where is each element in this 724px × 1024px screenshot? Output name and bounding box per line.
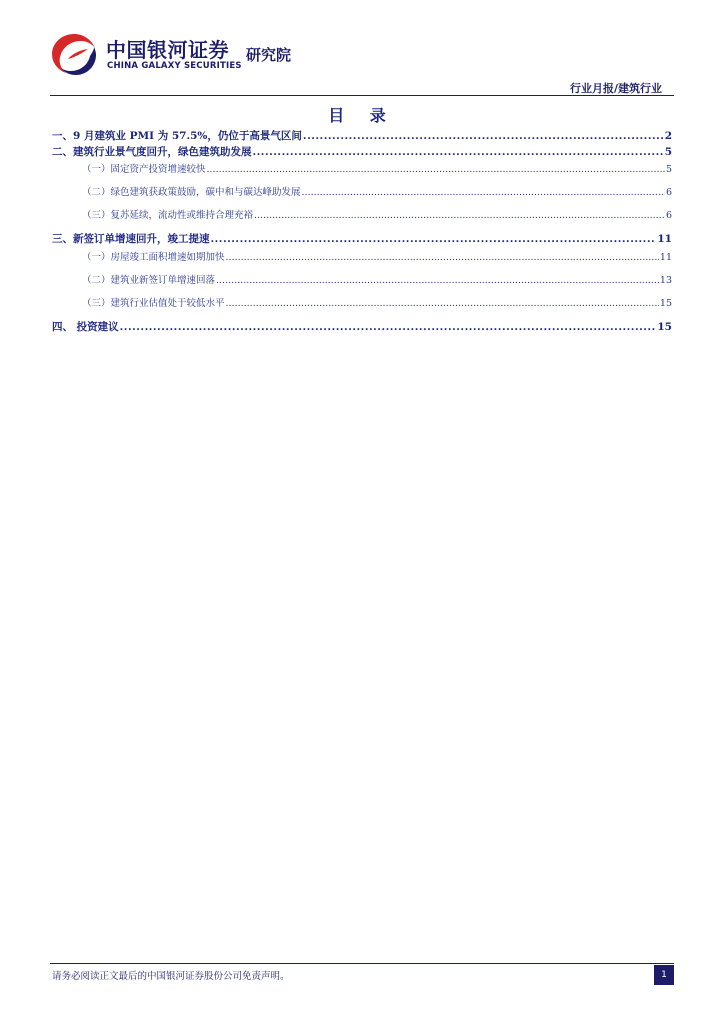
toc-entry-page: 6: [665, 187, 672, 198]
toc-entry-section-2-2[interactable]: [52, 184, 672, 198]
toc-entry-section-3-3[interactable]: [52, 295, 672, 309]
toc-entry-section-3-1[interactable]: [52, 249, 672, 263]
toc-entry-section-2-1[interactable]: [52, 161, 672, 175]
toc-leader-dots: [254, 210, 665, 221]
toc-entry-text: 三、新签订单增速回升，竣工提速: [52, 233, 210, 245]
toc-entry-page: 5: [665, 164, 672, 175]
toc-entry-page: 2: [664, 130, 672, 142]
toc-entry-text: （一）固定资产投资增速较快: [82, 164, 206, 175]
toc-title: 目 录: [328, 106, 396, 125]
toc-leader-dots: [216, 275, 659, 286]
toc-entry-page: 11: [657, 233, 672, 245]
toc-entry-page: 5: [664, 146, 672, 158]
toc-entry-section-1[interactable]: [52, 128, 672, 143]
toc-leader-dots: [226, 298, 659, 309]
toc-entry-text: 一、9 月建筑业 PMI 为 57.5%，仍位于高景气区间: [52, 130, 302, 142]
toc-entry-text: （三）建筑行业估值处于较低水平: [82, 298, 225, 309]
brand-name-english: CHINA GALAXY SECURITIES: [107, 61, 242, 71]
galaxy-logo-icon: [50, 32, 98, 76]
toc-entry-section-3-2[interactable]: [52, 272, 672, 286]
toc-entry-text: （一）房屋竣工面积增速如期加快: [82, 252, 225, 263]
toc-entry-section-3[interactable]: [52, 231, 672, 246]
toc-leader-dots: [303, 130, 664, 142]
toc-entry-page: 6: [665, 210, 672, 221]
toc-entry-section-4[interactable]: [52, 319, 672, 334]
toc-entry-text: 四、 投资建议: [52, 321, 119, 333]
toc-leader-dots: [207, 164, 665, 175]
toc-entry-page: 11: [659, 252, 672, 263]
company-logo: [50, 28, 310, 78]
toc-entry-text: （二）建筑业新签订单增速回落: [82, 275, 216, 286]
toc-leader-dots: [211, 233, 657, 245]
brand-name-chinese: 中国银河证券: [106, 38, 229, 62]
toc-entry-page: 13: [659, 275, 672, 286]
toc-entry-text: 二、建筑行业景气度回升，绿色建筑助发展: [52, 146, 252, 158]
toc-entry-text: （三）复苏延续，流动性或维持合理充裕: [82, 210, 254, 221]
page-number: 1: [654, 965, 674, 985]
toc-entry-section-2[interactable]: [52, 144, 672, 159]
toc-entry-text: （二）绿色建筑获政策鼓励，碳中和与碳达峰助发展: [82, 187, 301, 198]
toc-entry-page: 15: [659, 298, 672, 309]
toc-leader-dots: [302, 187, 665, 198]
toc-leader-dots: [120, 321, 657, 333]
toc-entry-section-2-3[interactable]: [52, 207, 672, 221]
toc-entry-page: 15: [657, 321, 672, 333]
report-type-label: 行业月报/建筑行业: [569, 82, 662, 95]
footer-disclaimer: 请务必阅读正文最后的中国银河证券股份公司免责声明。: [52, 971, 290, 982]
brand-institute: 研究院: [246, 46, 292, 64]
toc-leader-dots: [253, 146, 664, 158]
toc-leader-dots: [226, 252, 659, 263]
footer-divider: [50, 963, 674, 964]
header-divider: [50, 95, 674, 96]
